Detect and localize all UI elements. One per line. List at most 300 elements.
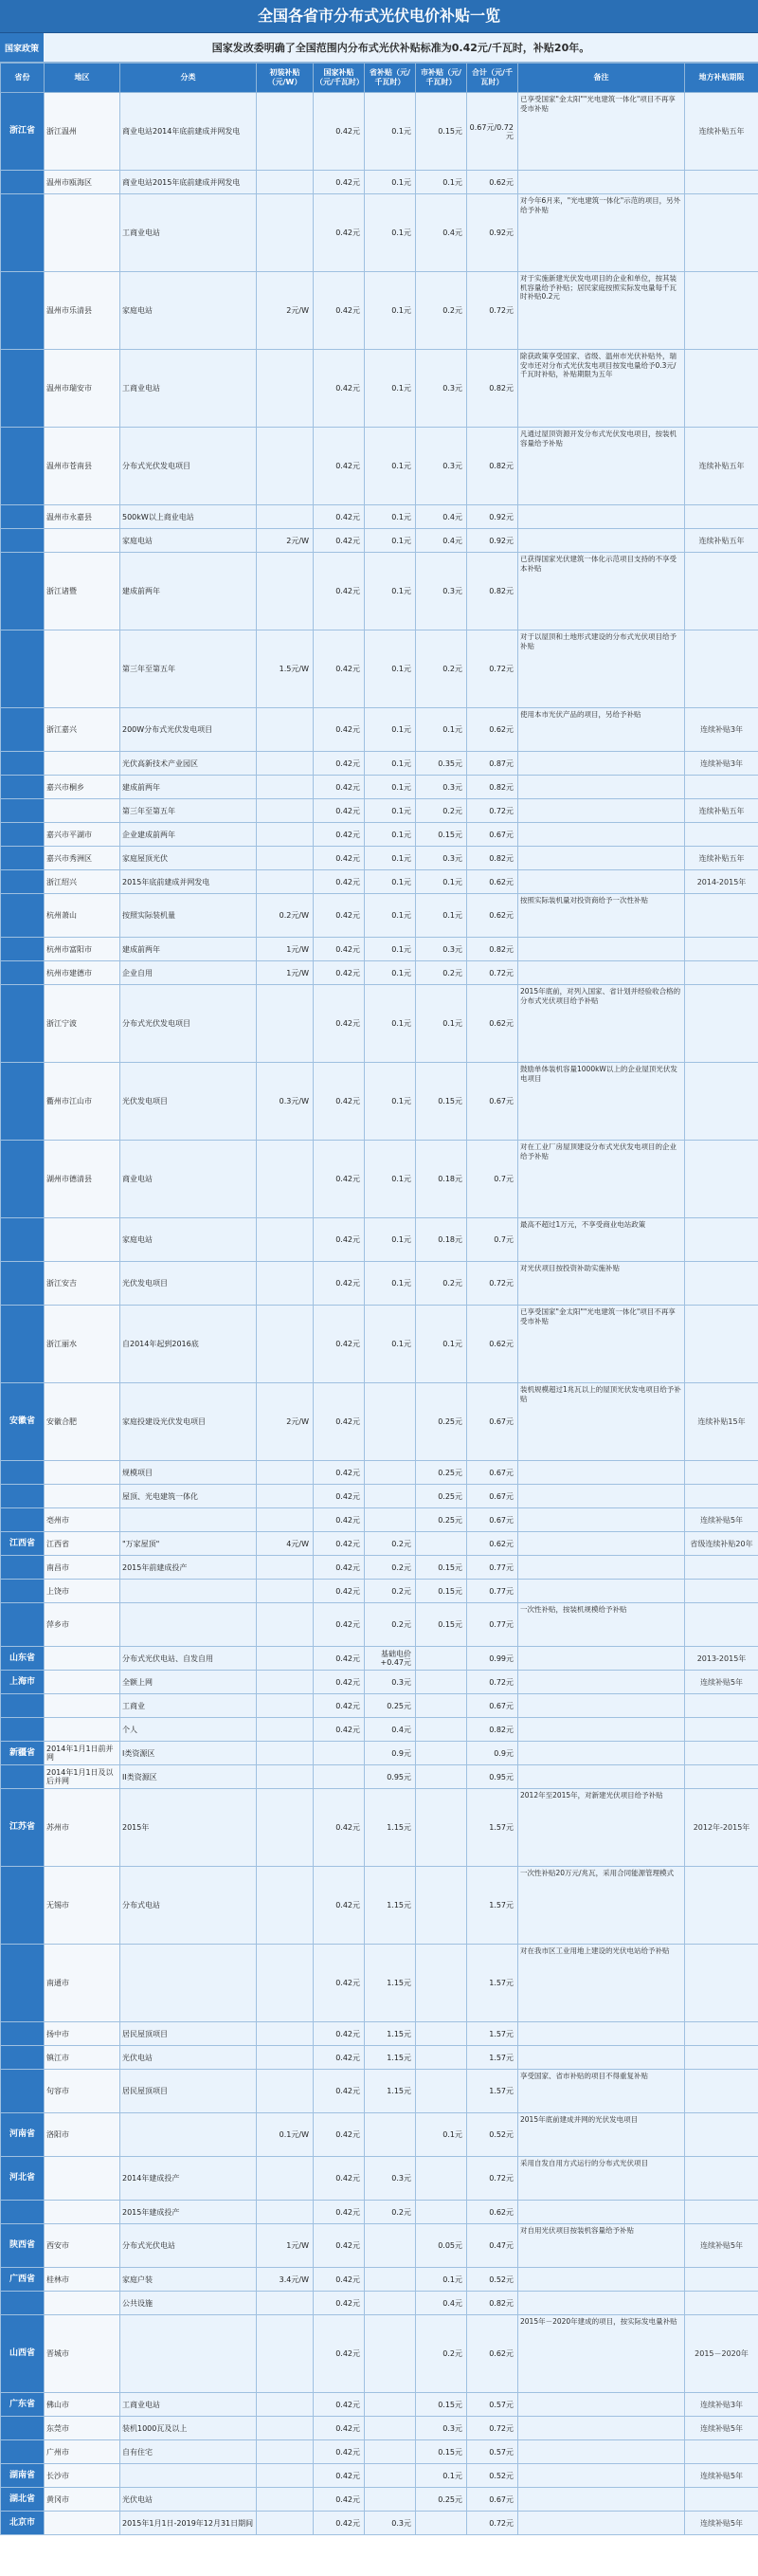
cell-period: 连续补贴五年 xyxy=(685,93,758,171)
cell-period xyxy=(685,630,758,708)
cell-period xyxy=(685,1694,758,1718)
cell-period xyxy=(685,1718,758,1742)
cell-national: 0.42元 xyxy=(314,2417,365,2440)
cell-total: 0.82元 xyxy=(467,350,518,428)
cell-provincial: 0.1元 xyxy=(365,938,416,961)
cell-local: 0.25元 xyxy=(416,2488,467,2512)
cell-category: 装机1000瓦及以上 xyxy=(120,2417,257,2440)
cell-national: 0.42元 xyxy=(314,2157,365,2201)
cell-region: 温州市苍南县 xyxy=(45,428,120,505)
cell-provincial xyxy=(365,2440,416,2464)
cell-national: 0.42元 xyxy=(314,1603,365,1647)
cell-province xyxy=(1,553,45,630)
cell-province: 陕西省 xyxy=(1,2224,45,2268)
cell-region: 嘉兴市桐乡 xyxy=(45,776,120,799)
cell-period xyxy=(685,2113,758,2157)
cell-region xyxy=(45,799,120,823)
cell-build-subsidy xyxy=(257,2022,314,2046)
cell-local: 0.2元 xyxy=(416,1262,467,1306)
cell-note: 一次性补贴，按装机规模给予补贴 xyxy=(518,1603,685,1647)
cell-region: 2014年1月1日前并网 xyxy=(45,1742,120,1765)
cell-province xyxy=(1,1765,45,1789)
cell-local: 0.18元 xyxy=(416,1218,467,1262)
cell-region: 衢州市江山市 xyxy=(45,1063,120,1141)
cell-national: 0.42元 xyxy=(314,823,365,847)
cell-note xyxy=(518,2417,685,2440)
cell-total: 0.72元 xyxy=(467,2417,518,2440)
cell-national: 0.42元 xyxy=(314,2268,365,2292)
cell-category: 工商业电站 xyxy=(120,2393,257,2417)
cell-national: 0.42元 xyxy=(314,1694,365,1718)
cell-note xyxy=(518,2022,685,2046)
cell-national: 0.42元 xyxy=(314,630,365,708)
cell-period xyxy=(685,1461,758,1485)
cell-provincial: 0.1元 xyxy=(365,1141,416,1218)
cell-period: 连续补贴5年 xyxy=(685,2512,758,2535)
cell-category: 家庭电站 xyxy=(120,529,257,553)
table-row xyxy=(1,752,758,776)
cell-note: 凡通过屋顶资源开发分布式光伏发电项目，按装机容量给予补贴 xyxy=(518,428,685,505)
table-row xyxy=(1,1580,758,1603)
cell-province: 山东省 xyxy=(1,1647,45,1671)
cell-note xyxy=(518,1580,685,1603)
cell-period xyxy=(685,894,758,938)
cell-national: 0.42元 xyxy=(314,1141,365,1218)
cell-category: 居民屋顶项目 xyxy=(120,2070,257,2113)
cell-build-subsidy: 0.1元/W xyxy=(257,2113,314,2157)
cell-provincial: 0.1元 xyxy=(365,1262,416,1306)
cell-local: 0.15元 xyxy=(416,1580,467,1603)
cell-category: 工商业 xyxy=(120,1694,257,1718)
cell-region xyxy=(45,1461,120,1485)
cell-build-subsidy xyxy=(257,708,314,752)
cell-category xyxy=(120,1508,257,1532)
cell-build-subsidy xyxy=(257,2512,314,2535)
cell-total: 0.72元 xyxy=(467,1262,518,1306)
cell-total: 1.57元 xyxy=(467,1789,518,1867)
cell-region xyxy=(45,529,120,553)
cell-local: 0.15元 xyxy=(416,1603,467,1647)
cell-region: 浙江嘉兴 xyxy=(45,708,120,752)
cell-province xyxy=(1,752,45,776)
cell-category: 第三年至第五年 xyxy=(120,799,257,823)
cell-build-subsidy: 1元/W xyxy=(257,2224,314,2268)
cell-local: 0.1元 xyxy=(416,708,467,752)
cell-build-subsidy: 1元/W xyxy=(257,961,314,985)
cell-category: 家庭户装 xyxy=(120,2268,257,2292)
cell-local xyxy=(416,1532,467,1556)
cell-region: 苏州市 xyxy=(45,1789,120,1867)
cell-local: 0.2元 xyxy=(416,961,467,985)
cell-build-subsidy xyxy=(257,1647,314,1671)
cell-category: 2015年 xyxy=(120,1789,257,1867)
cell-national: 0.42元 xyxy=(314,1461,365,1485)
cell-note xyxy=(518,171,685,194)
cell-total: 0.72元 xyxy=(467,272,518,350)
cell-province xyxy=(1,1485,45,1508)
cell-category: 企业自用 xyxy=(120,961,257,985)
cell-note xyxy=(518,1461,685,1485)
cell-local xyxy=(416,2157,467,2201)
cell-period: 2012年-2015年 xyxy=(685,1789,758,1867)
cell-note: 2015年底前，对列入国家、省计划并经验收合格的分布式光伏项目给予补贴 xyxy=(518,985,685,1063)
cell-build-subsidy: 2元/W xyxy=(257,272,314,350)
cell-national: 0.42元 xyxy=(314,93,365,171)
cell-national: 0.42元 xyxy=(314,2113,365,2157)
cell-note: 2015年底前建成并网的光伏发电项目 xyxy=(518,2113,685,2157)
cell-region: 洛阳市 xyxy=(45,2113,120,2157)
cell-total: 0.77元 xyxy=(467,1603,518,1647)
table-row xyxy=(1,2440,758,2464)
cell-total: 0.72元 xyxy=(467,630,518,708)
cell-local: 0.1元 xyxy=(416,894,467,938)
cell-provincial: 0.1元 xyxy=(365,93,416,171)
cell-period: 连续补贴5年 xyxy=(685,1671,758,1694)
cell-national: 0.42元 xyxy=(314,171,365,194)
cell-local: 0.15元 xyxy=(416,1556,467,1580)
cell-region xyxy=(45,194,120,272)
cell-total: 0.52元 xyxy=(467,2113,518,2157)
cell-build-subsidy: 0.2元/W xyxy=(257,894,314,938)
cell-period xyxy=(685,776,758,799)
cell-category xyxy=(120,1945,257,2022)
cell-note xyxy=(518,776,685,799)
cell-local: 0.25元 xyxy=(416,1383,467,1461)
cell-local: 0.4元 xyxy=(416,529,467,553)
cell-region: 无锡市 xyxy=(45,1867,120,1945)
cell-provincial: 0.1元 xyxy=(365,505,416,529)
cell-provincial: 0.1元 xyxy=(365,985,416,1063)
cell-region: 浙江绍兴 xyxy=(45,870,120,894)
cell-build-subsidy xyxy=(257,2315,314,2393)
table-row xyxy=(1,93,758,171)
cell-province xyxy=(1,1718,45,1742)
cell-total: 0.62元 xyxy=(467,870,518,894)
cell-note: 2012年至2015年，对新建光伏项目给予补贴 xyxy=(518,1789,685,1867)
cell-region: 杭州市富阳市 xyxy=(45,938,120,961)
cell-national: 0.42元 xyxy=(314,1647,365,1671)
cell-total: 0.67元 xyxy=(467,1485,518,1508)
cell-province xyxy=(1,2022,45,2046)
cell-region xyxy=(45,1694,120,1718)
table-row xyxy=(1,847,758,870)
cell-build-subsidy: 1.5元/W xyxy=(257,630,314,708)
cell-note: 最高不超过1万元，不享受商业电站政策 xyxy=(518,1218,685,1262)
table-row xyxy=(1,1218,758,1262)
cell-provincial: 0.1元 xyxy=(365,961,416,985)
cell-build-subsidy xyxy=(257,505,314,529)
cell-provincial xyxy=(365,2464,416,2488)
cell-provincial: 0.2元 xyxy=(365,1580,416,1603)
cell-province xyxy=(1,1508,45,1532)
cell-note xyxy=(518,1718,685,1742)
cell-period xyxy=(685,985,758,1063)
cell-total: 0.62元 xyxy=(467,985,518,1063)
cell-local: 0.3元 xyxy=(416,553,467,630)
cell-period xyxy=(685,1485,758,1508)
cell-build-subsidy xyxy=(257,1306,314,1383)
cell-build-subsidy xyxy=(257,2292,314,2315)
cell-category: 家庭屋顶光伏 xyxy=(120,847,257,870)
cell-province xyxy=(1,2046,45,2070)
table-row xyxy=(1,870,758,894)
cell-period: 连续补贴五年 xyxy=(685,428,758,505)
cell-province xyxy=(1,505,45,529)
cell-total: 0.62元 xyxy=(467,2201,518,2224)
cell-provincial: 0.1元 xyxy=(365,630,416,708)
cell-national: 0.42元 xyxy=(314,194,365,272)
cell-period xyxy=(685,2070,758,2113)
cell-region: 南昌市 xyxy=(45,1556,120,1580)
table-row xyxy=(1,1556,758,1580)
cell-total: 0.47元 xyxy=(467,2224,518,2268)
cell-provincial xyxy=(365,2488,416,2512)
cell-national: 0.42元 xyxy=(314,2022,365,2046)
cell-category: 2014年建成投产 xyxy=(120,2157,257,2201)
cell-total: 0.82元 xyxy=(467,428,518,505)
cell-region xyxy=(45,1671,120,1694)
cell-national: 0.42元 xyxy=(314,1718,365,1742)
cell-provincial: 1.15元 xyxy=(365,1789,416,1867)
cell-note: 按照实际装机量对投资商给予一次性补贴 xyxy=(518,894,685,938)
cell-provincial: 0.1元 xyxy=(365,1218,416,1262)
cell-category: 分布式电站 xyxy=(120,1867,257,1945)
cell-note: 采用自发自用方式运行的分布式光伏项目 xyxy=(518,2157,685,2201)
cell-build-subsidy xyxy=(257,553,314,630)
cell-provincial: 0.1元 xyxy=(365,1063,416,1141)
cell-period xyxy=(685,1141,758,1218)
cell-note xyxy=(518,505,685,529)
cell-region xyxy=(45,2512,120,2535)
cell-note xyxy=(518,2393,685,2417)
cell-note xyxy=(518,870,685,894)
cell-category: 规模项目 xyxy=(120,1461,257,1485)
cell-region xyxy=(45,1218,120,1262)
cell-provincial: 0.1元 xyxy=(365,428,416,505)
cell-build-subsidy xyxy=(257,2046,314,2070)
table-row xyxy=(1,171,758,194)
cell-category: 2015年建成投产 xyxy=(120,2201,257,2224)
cell-build-subsidy xyxy=(257,1603,314,1647)
cell-category: 个人 xyxy=(120,1718,257,1742)
cell-region xyxy=(45,752,120,776)
page-title: 全国各省市分布式光伏电价补贴一览 xyxy=(0,0,758,33)
cell-total: 0.82元 xyxy=(467,776,518,799)
cell-region xyxy=(45,1485,120,1508)
cell-province xyxy=(1,776,45,799)
table-row xyxy=(1,2393,758,2417)
table-row xyxy=(1,894,758,938)
cell-category: 家庭电站 xyxy=(120,1218,257,1262)
cell-region xyxy=(45,1647,120,1671)
cell-region: 温州市永嘉县 xyxy=(45,505,120,529)
cell-note: 对光伏项目按投资补助实施补贴 xyxy=(518,1262,685,1306)
cell-provincial xyxy=(365,1383,416,1461)
cell-province xyxy=(1,799,45,823)
cell-note: 已获得国家光伏建筑一体化示范项目支持的不享受本补贴 xyxy=(518,553,685,630)
cell-provincial xyxy=(365,1461,416,1485)
table-row xyxy=(1,2417,758,2440)
cell-province xyxy=(1,1141,45,1218)
cell-region: 浙江宁波 xyxy=(45,985,120,1063)
table-row xyxy=(1,428,758,505)
cell-national: 0.42元 xyxy=(314,961,365,985)
cell-build-subsidy xyxy=(257,428,314,505)
cell-category: 家庭电站 xyxy=(120,272,257,350)
cell-region: 东莞市 xyxy=(45,2417,120,2440)
cell-build-subsidy xyxy=(257,823,314,847)
cell-note xyxy=(518,847,685,870)
cell-build-subsidy: 2元/W xyxy=(257,529,314,553)
cell-note: 一次性补贴20万元/兆瓦，采用合同能源管理模式 xyxy=(518,1867,685,1945)
cell-category: 商业电站 xyxy=(120,1141,257,1218)
cell-total: 0.72元 xyxy=(467,1671,518,1694)
cell-category xyxy=(120,1580,257,1603)
cell-note: 除获政策享受国家、省级、温州市光伏补贴外，瑞安市还对分布式光伏发电项目按发电量给予0.3元/千瓦时补贴，补贴期限为五年 xyxy=(518,350,685,428)
cell-total: 1.57元 xyxy=(467,2070,518,2113)
cell-local: 0.1元 xyxy=(416,171,467,194)
cell-province xyxy=(1,938,45,961)
cell-note: 对在我市区工业用地上建设的光伏电站给予补贴 xyxy=(518,1945,685,2022)
cell-period xyxy=(685,2046,758,2070)
cell-local xyxy=(416,1647,467,1671)
cell-category: 分布式光伏发电项目 xyxy=(120,428,257,505)
table-row xyxy=(1,1461,758,1485)
cell-local xyxy=(416,2512,467,2535)
cell-region: 扬中市 xyxy=(45,2022,120,2046)
cell-total: 0.52元 xyxy=(467,2268,518,2292)
cell-province: 湖北省 xyxy=(1,2488,45,2512)
table-body xyxy=(1,93,758,2535)
cell-national: 0.42元 xyxy=(314,1383,365,1461)
cell-note xyxy=(518,1508,685,1532)
cell-local: 0.05元 xyxy=(416,2224,467,2268)
cell-province: 浙江省 xyxy=(1,93,45,171)
cell-period xyxy=(685,1603,758,1647)
cell-note xyxy=(518,2046,685,2070)
cell-build-subsidy xyxy=(257,2417,314,2440)
cell-province xyxy=(1,350,45,428)
cell-total: 1.57元 xyxy=(467,1945,518,2022)
cell-region xyxy=(45,2292,120,2315)
cell-build-subsidy xyxy=(257,1141,314,1218)
cell-national: 0.42元 xyxy=(314,985,365,1063)
cell-province xyxy=(1,171,45,194)
cell-provincial: 1.15元 xyxy=(365,1867,416,1945)
header-local: 市补贴（元/千瓦时） xyxy=(416,64,467,93)
cell-period xyxy=(685,1742,758,1765)
cell-province xyxy=(1,708,45,752)
cell-local: 0.3元 xyxy=(416,2417,467,2440)
cell-category: "万家屋顶" xyxy=(120,1532,257,1556)
cell-provincial: 0.3元 xyxy=(365,2157,416,2201)
cell-note xyxy=(518,2488,685,2512)
table-header-row xyxy=(1,64,758,93)
cell-provincial xyxy=(365,2393,416,2417)
cell-note xyxy=(518,823,685,847)
cell-provincial: 0.2元 xyxy=(365,2201,416,2224)
cell-national: 0.42元 xyxy=(314,1789,365,1867)
cell-period xyxy=(685,1063,758,1141)
cell-region: 江西省 xyxy=(45,1532,120,1556)
cell-total: 0.57元 xyxy=(467,2440,518,2464)
cell-build-subsidy xyxy=(257,2201,314,2224)
cell-note: 对自用光伏项目按装机容量给予补贴 xyxy=(518,2224,685,2268)
cell-provincial: 0.9元 xyxy=(365,1742,416,1765)
cell-build-subsidy xyxy=(257,1461,314,1485)
cell-period xyxy=(685,1867,758,1945)
cell-note xyxy=(518,1485,685,1508)
cell-province xyxy=(1,272,45,350)
cell-province xyxy=(1,961,45,985)
cell-region: 长沙市 xyxy=(45,2464,120,2488)
cell-build-subsidy xyxy=(257,1789,314,1867)
cell-region: 句容市 xyxy=(45,2070,120,2113)
table-row xyxy=(1,2224,758,2268)
table-row xyxy=(1,2268,758,2292)
cell-province: 安徽省 xyxy=(1,1383,45,1461)
cell-province: 新疆省 xyxy=(1,1742,45,1765)
cell-category xyxy=(120,2113,257,2157)
cell-category: 500kW以上商业电站 xyxy=(120,505,257,529)
cell-provincial: 0.95元 xyxy=(365,1765,416,1789)
table-row xyxy=(1,1532,758,1556)
cell-note: 已享受国家"金太阳""光电建筑一体化"项目不再享受市补贴 xyxy=(518,93,685,171)
cell-region: 黄冈市 xyxy=(45,2488,120,2512)
cell-category: 全额上网 xyxy=(120,1671,257,1694)
table-row xyxy=(1,776,758,799)
cell-total: 0.67元 xyxy=(467,1383,518,1461)
table-row xyxy=(1,2488,758,2512)
cell-note xyxy=(518,1765,685,1789)
table-row xyxy=(1,823,758,847)
cell-national: 0.42元 xyxy=(314,2512,365,2535)
table-row xyxy=(1,985,758,1063)
cell-national: 0.42元 xyxy=(314,1867,365,1945)
cell-total: 0.9元 xyxy=(467,1742,518,1765)
cell-national: 0.42元 xyxy=(314,428,365,505)
cell-note: 使用本市光伏产品的项目，另给予补贴 xyxy=(518,708,685,752)
subsidy-table xyxy=(0,63,758,2535)
cell-period xyxy=(685,1765,758,1789)
cell-note: 对于实施新建光伏发电项目的企业和单位，按其装机容量给予补贴；居民家庭按照实际发电量每千瓦时补贴0.2元 xyxy=(518,272,685,350)
cell-local: 0.25元 xyxy=(416,1508,467,1532)
cell-period: 2013-2015年 xyxy=(685,1647,758,1671)
cell-local xyxy=(416,1789,467,1867)
cell-build-subsidy xyxy=(257,1694,314,1718)
cell-note xyxy=(518,752,685,776)
cell-region: 浙江温州 xyxy=(45,93,120,171)
cell-province: 上海市 xyxy=(1,1671,45,1694)
cell-national: 0.42元 xyxy=(314,708,365,752)
cell-region: 南通市 xyxy=(45,1945,120,2022)
cell-note xyxy=(518,938,685,961)
cell-provincial: 0.1元 xyxy=(365,272,416,350)
cell-national: 0.42元 xyxy=(314,894,365,938)
header-region: 地区 xyxy=(45,64,120,93)
cell-local: 0.1元 xyxy=(416,2464,467,2488)
table-row xyxy=(1,799,758,823)
cell-period xyxy=(685,2292,758,2315)
cell-province xyxy=(1,2440,45,2464)
cell-category: 光伏发电项目 xyxy=(120,1262,257,1306)
table-row xyxy=(1,505,758,529)
cell-category xyxy=(120,2464,257,2488)
cell-province xyxy=(1,823,45,847)
cell-local: 0.18元 xyxy=(416,1141,467,1218)
cell-build-subsidy xyxy=(257,870,314,894)
table-row xyxy=(1,2157,758,2201)
